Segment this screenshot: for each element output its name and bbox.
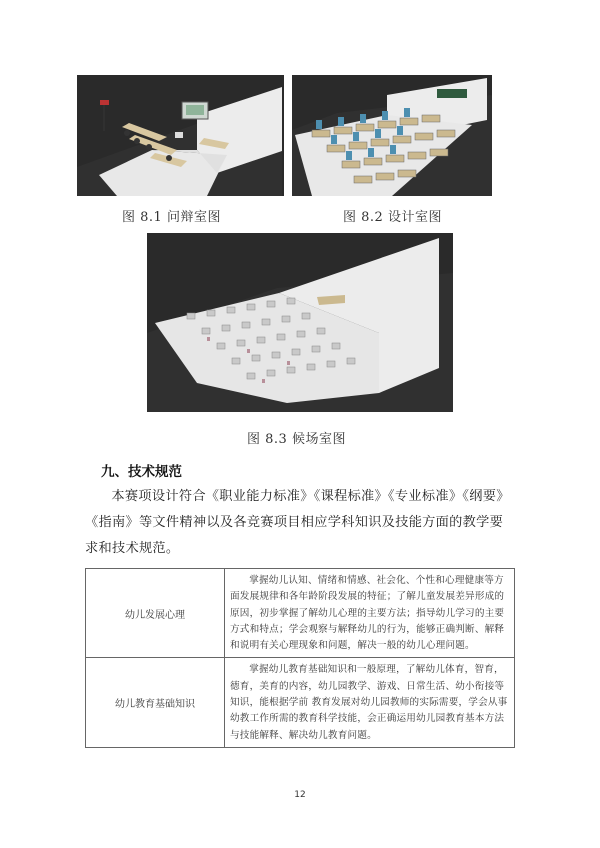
figure-8-2-caption: 图 8.2 设计室图 — [343, 210, 442, 225]
page-number: 12 — [294, 790, 306, 800]
section-heading: 九、技术规范 — [101, 464, 182, 480]
technical-spec-table — [85, 568, 515, 748]
section-paragraph: 本赛项设计符合《职业能力标准》《课程标准》《专业标准》《纲要》《指南》等文件精神以及各竞赛项目相应学科知识及技能方面的教学要求和技术规范。 — [85, 489, 510, 556]
figure-design-room-image — [292, 75, 492, 196]
table-row — [86, 569, 515, 658]
figure-8-1-caption: 图 8.1 问辩室图 — [122, 210, 221, 225]
table-cell-description: 掌握幼儿教育基础知识和一般原理，了解幼儿体育，智育，德育，美育的内容，幼儿园教学、游戏、日常生活、幼小衔接等知识，能根据学前 教育发展对幼儿园教师的实际需要，学会从事幼教工作所需的教育科学技能，会正确运用幼儿园教育基本方法与技能解释、解决幼儿教育问题。 — [225, 658, 515, 747]
figure-debate-room-image — [77, 75, 284, 196]
table-cell-item: 幼儿教育基础知识 — [86, 658, 225, 747]
figure-waiting-room-image — [147, 233, 453, 412]
table-cell-description: 掌握幼儿认知、情绪和情感、社会化、个性和心理健康等方面发展规律和各年龄阶段发展的特征；了解儿童发展差异形成的原因，初步掌握了解幼儿心理的主要方法；指导幼儿学习的主要方式和特点；学会观察与解释幼儿的行为，能够正确判断、解释和说明有关心理现象和问题，解决一般的幼儿心理问题。 — [225, 569, 515, 658]
figure-8-3-caption: 图 8.3 候场室图 — [247, 432, 346, 447]
table-cell-item: 幼儿发展心理 — [86, 569, 225, 658]
table-row — [86, 658, 515, 747]
